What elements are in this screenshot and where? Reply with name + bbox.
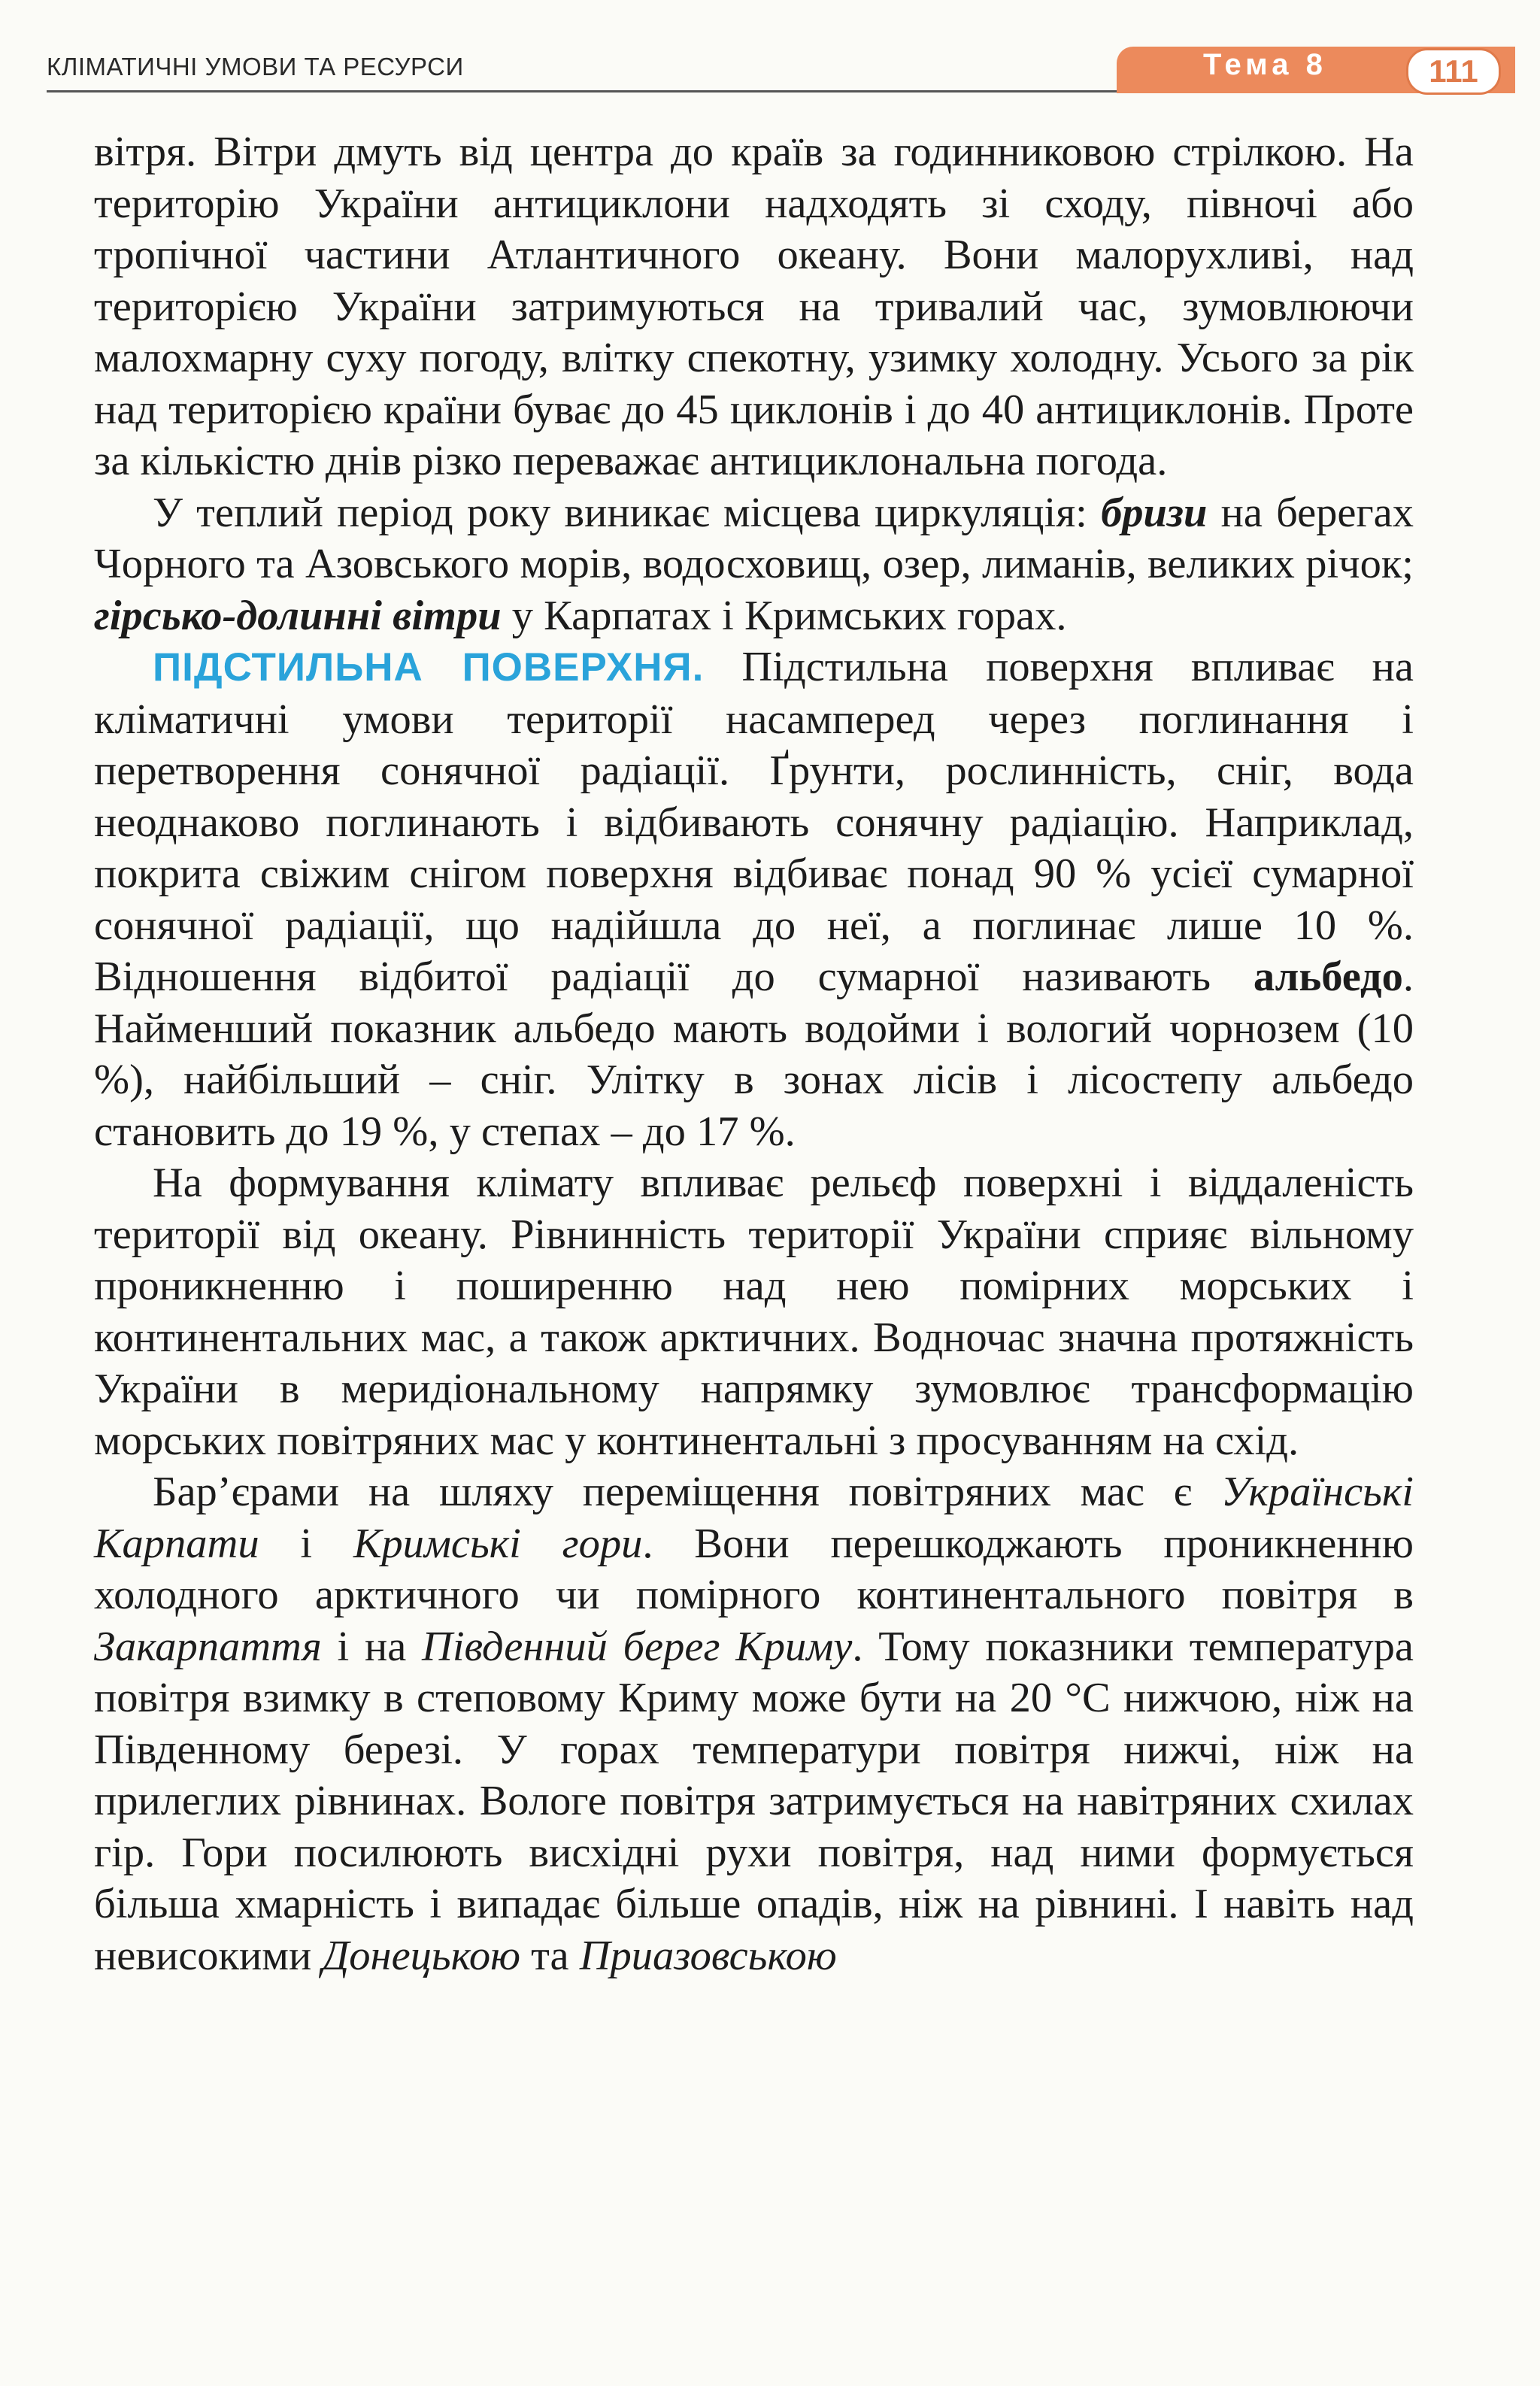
text: на берегах Чорного та Азовського морів, водосховищ, озер, лиманів, великих річок; xyxy=(94,489,1414,587)
place-south-coast-crimea: Південний берег Криму xyxy=(422,1623,853,1670)
page-number: 111 xyxy=(1406,48,1501,95)
term-breezes: бризи xyxy=(1101,489,1208,536)
topic-label: Тема 8 xyxy=(1203,48,1327,81)
text: у Карпатах і Кримських горах. xyxy=(501,592,1067,639)
paragraph-local-circulation xyxy=(94,487,1414,642)
text: і xyxy=(259,1520,353,1567)
term-albedo: альбедо xyxy=(1253,953,1403,1000)
paragraph-underlying-surface xyxy=(94,641,1414,1157)
paragraph-barriers xyxy=(94,1466,1414,1981)
text: . Найменший показник альбедо мають водойми і вологий чорнозем (10 %), найбільший – сніг. Улітку в зонах лісів і лісостепу альбедо становить до 19 %, у степах – до 17 %. xyxy=(94,953,1414,1155)
text: Підстильна поверхня впливає на кліматичні умови території насамперед через поглинання і перетворення сонячної радіації. Ґрунти, рослинність, сніг, вода неоднаково поглинають і відбивають сонячну радіацію. Наприклад, покрита свіжим снігом поверхня відбиває понад 90 % усієї сумарної сонячної радіації, що надійшла до неї, а поглинає лише 10 %. Відношення відбитої радіації до сумарної називають xyxy=(94,644,1414,1000)
page-body xyxy=(94,126,1414,1981)
place-donetsk-ridge: Донецькою xyxy=(322,1932,520,1979)
place-azov-upland: Приазовською xyxy=(579,1932,837,1979)
text: Бар’єрами на шляху переміщення повітряних мас є xyxy=(153,1469,1221,1515)
text: та xyxy=(520,1932,580,1979)
text: і на xyxy=(321,1623,423,1670)
place-crimean-mountains: Кримські гори xyxy=(353,1520,643,1567)
text: У теплий період року виникає місцева циркуляція: xyxy=(153,489,1102,536)
running-title: КЛІМАТИЧНІ УМОВИ ТА РЕСУРСИ xyxy=(47,53,464,80)
term-mountain-valley-winds: гірсько-долинні вітри xyxy=(94,592,502,639)
paragraph-anticyclones: вітря. Вітри дмуть від центра до країв за годинниковою стрілкою. На територію України антициклони надходять зі сходу, півночі або тропічної частини Атлантичного океану. Вони малорухливі, над територією України затримуються на тривалий час, зумовлюючи малохмарну суху погоду, влітку спекотну, узимку холодну. Усього за рік над територією країни буває до 45 циклонів і до 40 антициклонів. Проте за кількістю днів різко переважає антициклональна погода. xyxy=(94,129,1414,484)
section-heading: ПІДСТИЛЬНА ПОВЕРХНЯ. xyxy=(153,645,705,690)
text: . Вони перешкоджають проникненню холодного арктичного чи помірного континентального повітря в xyxy=(94,1520,1414,1618)
place-carpathians: Українські Карпати xyxy=(94,1469,1414,1567)
header-divider xyxy=(47,90,1134,92)
place-transcarpathia: Закарпаття xyxy=(94,1623,322,1670)
page-header xyxy=(0,0,1540,105)
text: . Тому показники температура повітря взимку в степовому Криму може бути на 20 °С нижчою, ніж на Південному березі. У горах температури повітря нижчі, ніж на прилеглих рівнинах. Вологе повітря затримується на навітряних схилах гір. Гори посилюють висхідні рухи повітря, над ними формується більша хмарність і випадає більше опадів, ніж на рівнині. І навіть над невисокими xyxy=(94,1623,1414,1979)
paragraph-relief: На формування клімату впливає рельєф поверхні і віддаленість території від океану. Рівнинність території України сприяє вільному проникненню і поширенню над нею помірних морських і континентальних мас, а також арктичних. Водночас значна протяжність України в меридіональному напрямку зумовлює трансформацію морських повітряних мас у континентальні з просуванням на схід. xyxy=(94,1160,1414,1464)
